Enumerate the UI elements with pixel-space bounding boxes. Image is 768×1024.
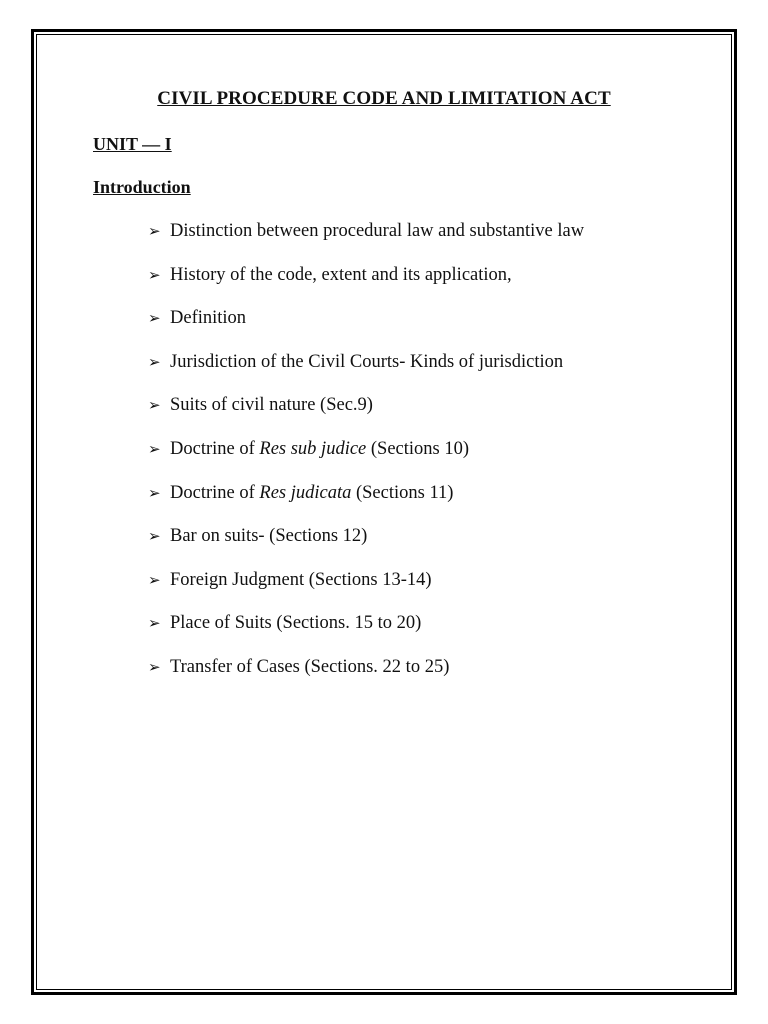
arrow-bullet-icon: ➢: [148, 439, 161, 458]
arrow-bullet-icon: ➢: [148, 352, 161, 371]
topic-label-prefix: Doctrine of: [170, 438, 260, 459]
latin-term: Res sub judice: [259, 438, 367, 459]
topic-label: Place of Suits (Sections. 15 to 20): [170, 613, 422, 634]
arrow-bullet-icon: ➢: [148, 396, 161, 415]
arrow-bullet-icon: ➢: [148, 222, 161, 240]
topic-item: [148, 437, 584, 481]
topic-item: [148, 263, 584, 307]
document-title: CIVIL PROCEDURE CODE AND LIMITATION ACT: [157, 88, 611, 109]
topic-label: Bar on suits- (Sections 12): [170, 526, 368, 547]
topic-label: Suits of civil nature (Sec.9): [170, 395, 373, 416]
topic-label-suffix: (Sections 11): [351, 482, 454, 503]
topic-label: Definition: [170, 308, 247, 329]
arrow-bullet-icon: ➢: [148, 309, 161, 328]
latin-term: Res judicata: [259, 482, 352, 503]
topic-label: Jurisdiction of the Civil Courts- Kinds of jurisdiction: [170, 351, 564, 372]
arrow-bullet-icon: ➢: [148, 657, 161, 676]
topic-label: Distinction between procedural law and substantive law: [170, 221, 585, 241]
topic-item: [148, 611, 584, 655]
unit-heading: UNIT — I: [93, 134, 172, 154]
topic-item: [148, 219, 584, 263]
topic-item: [148, 568, 584, 612]
topic-item: [148, 393, 584, 437]
topic-label: Foreign Judgment (Sections 13-14): [170, 569, 432, 590]
topic-item: [148, 655, 584, 699]
topic-item: [148, 350, 584, 394]
topic-item: [148, 306, 584, 350]
topic-list: [148, 219, 584, 699]
topic-label-suffix: (Sections 10): [366, 438, 470, 459]
arrow-bullet-icon: ➢: [148, 570, 161, 589]
topic-item: [148, 481, 584, 525]
arrow-bullet-icon: ➢: [148, 483, 161, 502]
topic-label: [170, 481, 453, 505]
arrow-bullet-icon: ➢: [148, 265, 161, 284]
topic-label: History of the code, extent and its application,: [170, 264, 512, 285]
arrow-bullet-icon: ➢: [148, 527, 161, 546]
topic-label: Transfer of Cases (Sections. 22 to 25): [170, 656, 450, 677]
arrow-bullet-icon: ➢: [148, 614, 161, 633]
topic-label-prefix: Doctrine of: [170, 482, 260, 503]
topic-label: [170, 437, 469, 461]
topic-item: [148, 524, 584, 568]
section-heading: Introduction: [93, 177, 191, 197]
